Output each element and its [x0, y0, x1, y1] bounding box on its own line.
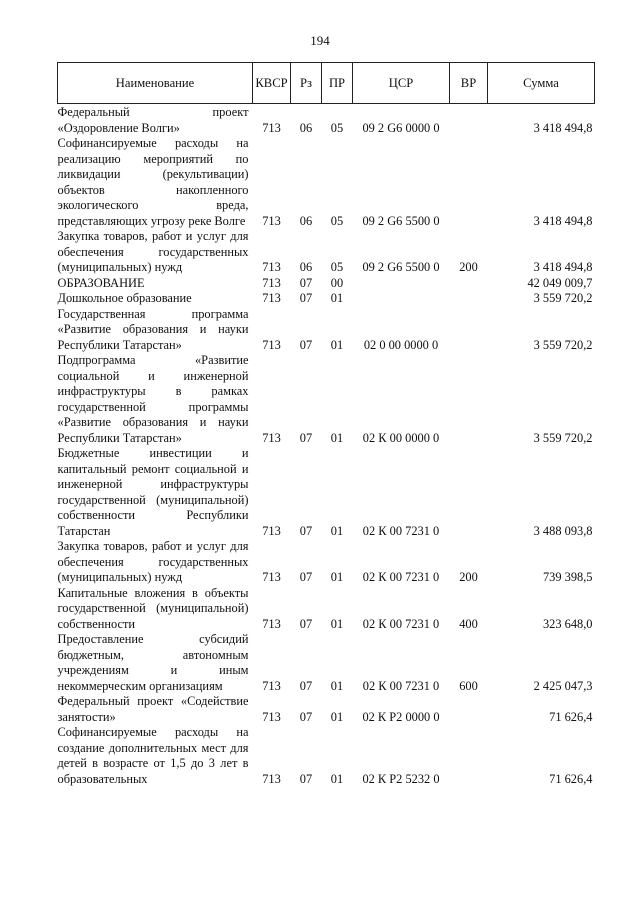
row-kvsr: 713: [262, 771, 281, 786]
table-row: [58, 632, 595, 694]
row-sum: 71 626,4: [549, 709, 593, 724]
row-csr: 02 0 00 0000 0: [363, 337, 439, 352]
row-vr: [450, 276, 488, 292]
table-row: [58, 694, 595, 725]
row-sum: 3 418 494,8: [533, 260, 593, 274]
table-row: [58, 446, 595, 539]
row-pr: 05: [330, 213, 344, 228]
row-rz: 06: [299, 213, 313, 228]
row-kvsr: 713: [262, 213, 281, 228]
row-vr: [450, 291, 488, 307]
table-header-row: [58, 63, 595, 104]
row-kvsr: 713: [262, 709, 281, 724]
row-pr: 01: [330, 337, 344, 352]
row-pr: 01: [330, 616, 344, 631]
table-row: [58, 307, 595, 354]
row-rz: 07: [299, 430, 313, 445]
row-pr: 01: [330, 771, 344, 786]
header-sum: Сумма: [488, 63, 595, 104]
row-csr: [353, 291, 450, 307]
row-pr: 01: [330, 709, 344, 724]
row-rz: 07: [299, 678, 313, 693]
page-number: 194: [310, 33, 330, 48]
row-rz: 07: [299, 709, 313, 724]
row-rz: 07: [299, 291, 313, 305]
row-rz: 06: [299, 260, 313, 274]
row-csr: 02 К Р2 5232 0: [362, 771, 440, 786]
table-row: [58, 725, 595, 787]
row-csr: 09 2 G6 5500 0: [362, 260, 440, 274]
row-pr: 05: [330, 120, 344, 135]
header-name: Наименование: [58, 63, 253, 104]
row-sum: 323 648,0: [542, 616, 593, 631]
table-row: [58, 276, 595, 292]
row-kvsr: 713: [262, 523, 281, 538]
row-kvsr: 713: [262, 678, 281, 693]
row-csr: 09 2 G6 5500 0: [362, 213, 440, 228]
row-rz: 07: [299, 616, 313, 631]
table-row: [58, 136, 595, 229]
row-name: ОБРАЗОВАНИЕ: [57, 275, 145, 290]
header-rz: Рз: [291, 63, 322, 104]
row-pr: 01: [330, 570, 344, 584]
row-sum: 3 488 093,8: [533, 523, 593, 538]
row-pr: 01: [330, 291, 344, 305]
row-csr: [353, 276, 450, 292]
row-pr: 01: [330, 523, 344, 538]
row-name: Дошкольное образование: [57, 291, 192, 305]
row-sum: 42 049 009,7: [527, 275, 593, 290]
row-rz: 07: [299, 523, 313, 538]
row-name: Капитальные вложения в объекты государственной (муниципальной) собственности: [57, 585, 249, 631]
header-pr: ПР: [322, 63, 353, 104]
row-sum: 2 425 047,3: [533, 678, 593, 693]
row-csr: 02 К 00 7231 0: [362, 616, 440, 631]
row-pr: 01: [330, 430, 344, 445]
row-sum: 71 626,4: [549, 771, 593, 786]
row-kvsr: 713: [262, 570, 281, 584]
row-vr: [450, 104, 488, 137]
budget-table: [57, 62, 595, 787]
row-pr: 05: [330, 260, 344, 274]
row-kvsr: 713: [262, 616, 281, 631]
row-kvsr: 713: [262, 291, 281, 305]
row-rz: 06: [299, 120, 313, 135]
row-csr: 02 К 00 0000 0: [362, 430, 440, 445]
row-kvsr: 713: [262, 275, 281, 290]
row-vr: [450, 446, 488, 539]
row-rz: 07: [299, 275, 313, 290]
row-vr: [450, 307, 488, 354]
row-kvsr: 713: [262, 430, 281, 445]
row-vr: 200: [459, 260, 478, 274]
row-name: Закупка товаров, работ и услуг для обеспечения государственных (муниципальных) нужд: [57, 229, 249, 274]
row-vr: 400: [459, 616, 478, 631]
row-name: Федеральный проект «Оздоровление Волги»: [57, 105, 249, 135]
row-vr: [450, 694, 488, 725]
row-vr: [450, 353, 488, 446]
row-sum: 3 559 720,2: [533, 430, 593, 445]
header-kvsr: КВСР: [253, 63, 291, 104]
row-sum: 3 559 720,2: [533, 337, 593, 352]
table-row: [58, 229, 595, 276]
table-row: [58, 586, 595, 633]
table-row: [58, 104, 595, 137]
row-kvsr: 713: [262, 260, 281, 274]
row-rz: 07: [299, 570, 313, 584]
row-sum: 3 418 494,8: [533, 213, 593, 228]
row-sum: 739 398,5: [542, 570, 593, 584]
row-name: Федеральный проект «Содействие занятости»: [57, 694, 249, 724]
row-pr: 00: [330, 275, 344, 290]
row-name: Софинансируемые расходы на создание дополнительных мест для детей в возрасте от 1,5 до 3 лет в образовательных: [57, 725, 249, 786]
row-csr: 02 К 00 7231 0: [362, 523, 440, 538]
header-vr: ВР: [450, 63, 488, 104]
row-csr: 02 К 00 7231 0: [362, 678, 440, 693]
row-sum: 3 418 494,8: [533, 120, 593, 135]
row-name: Софинансируемые расходы на реализацию мероприятий по ликвидации (рекультивации) объектов накопленного экологического вреда, представляющих угрозу реке Волге: [57, 136, 249, 228]
row-vr: 600: [459, 678, 478, 693]
table-row: [58, 353, 595, 446]
row-pr: 01: [330, 678, 344, 693]
row-name: Предоставление субсидий бюджетным, автономным учреждениям и иным некоммерческим организациям: [57, 632, 249, 693]
row-sum: 3 559 720,2: [533, 291, 593, 305]
row-csr: 09 2 G6 0000 0: [362, 120, 440, 135]
row-csr: 02 К Р2 0000 0: [362, 709, 440, 724]
row-kvsr: 713: [262, 337, 281, 352]
table-row: [58, 539, 595, 586]
row-vr: [450, 136, 488, 229]
row-vr: [450, 725, 488, 787]
row-csr: 02 К 00 7231 0: [362, 570, 440, 584]
row-kvsr: 713: [262, 120, 281, 135]
table-row: [58, 291, 595, 307]
row-rz: 07: [299, 337, 313, 352]
row-name: Подпрограмма «Развитие социальной и инженерной инфраструктуры в рамках государственной программы «Развитие образования и науки Республики Татарстан»: [57, 353, 249, 445]
row-name: Закупка товаров, работ и услуг для обеспечения государственных (муниципальных) нужд: [57, 539, 249, 584]
row-name: Бюджетные инвестиции и капитальный ремонт социальной и инженерной инфраструктуры государственной (муниципальной) собственности Республики Татарстан: [57, 446, 249, 538]
row-name: Государственная программа «Развитие образования и науки Республики Татарстан»: [57, 306, 249, 352]
header-csr: ЦСР: [353, 63, 450, 104]
row-rz: 07: [299, 771, 313, 786]
row-vr: 200: [459, 570, 478, 584]
